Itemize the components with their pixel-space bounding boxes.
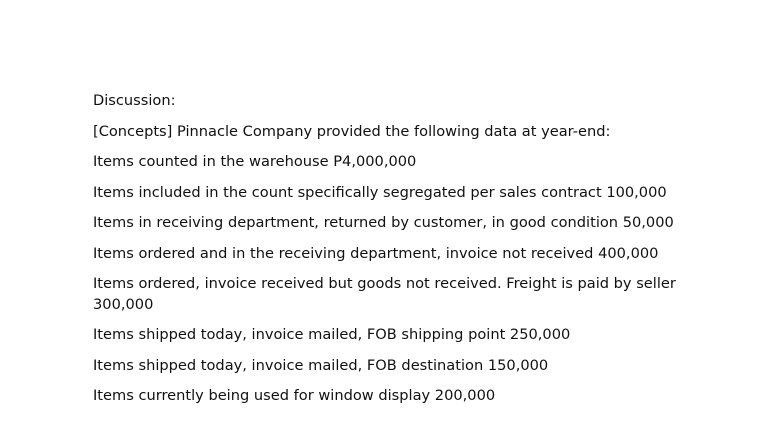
item-ordered-goods-not-received: Items ordered, invoice received but goods not received. Freight is paid by seller 300,000 bbox=[93, 275, 676, 313]
item-warehouse-count: Items counted in the warehouse P4,000,000 bbox=[93, 153, 417, 170]
item-segregated-sales-contract: Items included in the count specifically segregated per sales contract 100,000 bbox=[93, 183, 667, 201]
item-returned-by-customer: Items in receiving department, returned by customer, in good condition 50,000 bbox=[93, 214, 674, 231]
concepts-intro: [Concepts] Pinnacle Company provided the following data at year-end: bbox=[93, 122, 611, 140]
discussion-heading: Discussion: bbox=[93, 92, 176, 109]
item-window-display: Items currently being used for window display 200,000 bbox=[93, 387, 496, 404]
item-ordered-invoice-not-received: Items ordered and in the receiving department, invoice not received 400,000 bbox=[93, 244, 659, 262]
document-body bbox=[93, 91, 703, 417]
item-shipped-fob-shipping-point: Items shipped today, invoice mailed, FOB shipping point 250,000 bbox=[93, 326, 571, 343]
item-shipped-fob-destination: Items shipped today, invoice mailed, FOB destination 150,000 bbox=[93, 356, 549, 374]
